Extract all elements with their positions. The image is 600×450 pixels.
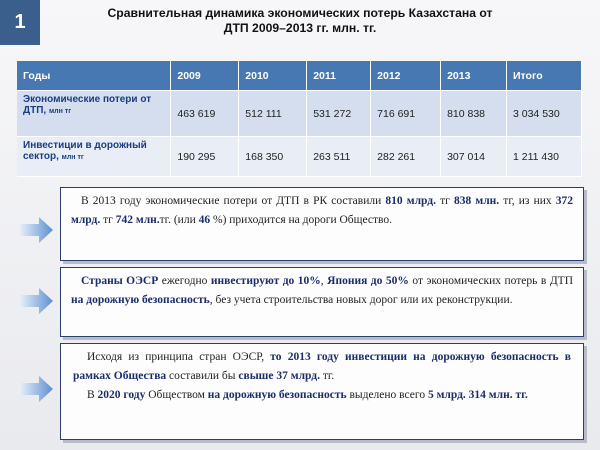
text-segment: тг, из них bbox=[499, 195, 556, 207]
losses-table bbox=[17, 61, 582, 177]
table-cell: 3 034 530 bbox=[507, 91, 582, 137]
table-cell: 263 511 bbox=[307, 137, 371, 177]
row-label-losses-text: Экономические потери от ДТП, bbox=[23, 94, 152, 116]
header-2011: 2011 bbox=[307, 61, 371, 91]
table-cell: 512 111 bbox=[239, 91, 307, 137]
text-segment: от экономических потерь в ДТП bbox=[408, 275, 573, 287]
text-segment: 838 млн. bbox=[454, 195, 500, 207]
table-header-row bbox=[17, 61, 582, 91]
text-segment: Страны ОЭСР bbox=[81, 275, 159, 287]
paragraph-oecd-principle bbox=[73, 348, 571, 386]
slide-title bbox=[75, 6, 525, 36]
header-2013: 2013 bbox=[441, 61, 507, 91]
text-segment: то 2013 году инвестиции на дорожную безопасность в рамках Общества bbox=[73, 351, 571, 382]
text-segment: Исходя из принципа стран ОЭСР, bbox=[87, 351, 271, 363]
table-cell: 282 261 bbox=[371, 137, 441, 177]
text-segment: 46 bbox=[198, 214, 211, 226]
arrow-right-icon bbox=[19, 288, 53, 314]
table-cell: 168 350 bbox=[239, 137, 307, 177]
row-label-investments bbox=[17, 137, 171, 177]
header-years: Годы bbox=[17, 61, 171, 91]
text-segment: выделено всего bbox=[346, 389, 428, 401]
society-investment-note bbox=[60, 343, 584, 440]
oecd-investment-note bbox=[60, 267, 584, 337]
text-segment: %) приходится на дороги Общество. bbox=[210, 214, 392, 226]
row-label-investments-text: Инвестиции в дорожный сектор, bbox=[23, 140, 147, 162]
row-label-losses-unit: млн тг bbox=[48, 108, 72, 115]
paragraph-2020-allocation bbox=[73, 386, 571, 405]
text-segment: 810 млрд. bbox=[385, 195, 436, 207]
text-segment: инвестируют до 10% bbox=[210, 275, 321, 287]
table-cell: 716 691 bbox=[371, 91, 441, 137]
table-cell: 190 295 bbox=[171, 137, 239, 177]
text-segment: тг. (или bbox=[159, 214, 199, 226]
title-line-2: ДТП 2009–2013 гг. млн. тг. bbox=[223, 21, 377, 35]
text-segment: ежегодно bbox=[158, 275, 211, 287]
table-cell: 463 619 bbox=[171, 91, 239, 137]
text-segment: тг bbox=[100, 214, 116, 226]
table-cell: 1 211 430 bbox=[507, 137, 582, 177]
row-label-losses bbox=[17, 91, 171, 137]
losses-2013-note bbox=[60, 187, 584, 261]
table-cell: 531 272 bbox=[307, 91, 371, 137]
slide-number-badge: 1 bbox=[0, 0, 40, 45]
text-segment: тг bbox=[436, 195, 454, 207]
header-2012: 2012 bbox=[371, 61, 441, 91]
text-segment: свыше 37 млрд. bbox=[238, 370, 320, 382]
arrow-right-icon bbox=[19, 217, 53, 243]
text-segment: 372 млрд. bbox=[71, 195, 574, 226]
arrow-right-icon bbox=[19, 376, 53, 402]
text-segment: , без учета строительства новых дорог или их реконструкции. bbox=[209, 294, 513, 306]
text-segment: Обществом bbox=[145, 389, 208, 401]
table-cell: 307 014 bbox=[441, 137, 507, 177]
text-segment: Япония до 50% bbox=[327, 275, 409, 287]
text-segment: на дорожную безопасность bbox=[207, 389, 347, 401]
text-segment: 5 млрд. 314 млн. тг. bbox=[427, 389, 528, 401]
header-2009: 2009 bbox=[171, 61, 239, 91]
row-label-investments-unit: млн тг bbox=[61, 154, 84, 161]
text-segment: В bbox=[87, 389, 98, 401]
table-cell: 810 838 bbox=[441, 91, 507, 137]
header-2010: 2010 bbox=[239, 61, 307, 91]
text-segment: 2020 году bbox=[97, 389, 146, 401]
text-segment: 742 млн. bbox=[115, 214, 160, 226]
title-line-1: Сравнительная динамика экономических потерь Казахстана от bbox=[107, 6, 493, 20]
text-segment: тг. bbox=[319, 370, 335, 382]
text-segment: составили бы bbox=[166, 370, 239, 382]
header-total: Итого bbox=[507, 61, 582, 91]
text-segment: на дорожную безопасность bbox=[71, 294, 210, 306]
table-row-losses bbox=[17, 91, 582, 137]
text-segment: , bbox=[320, 275, 328, 287]
table-row-investments bbox=[17, 137, 582, 177]
text-segment: В 2013 году экономические потери от ДТП в РК составили bbox=[81, 195, 386, 207]
